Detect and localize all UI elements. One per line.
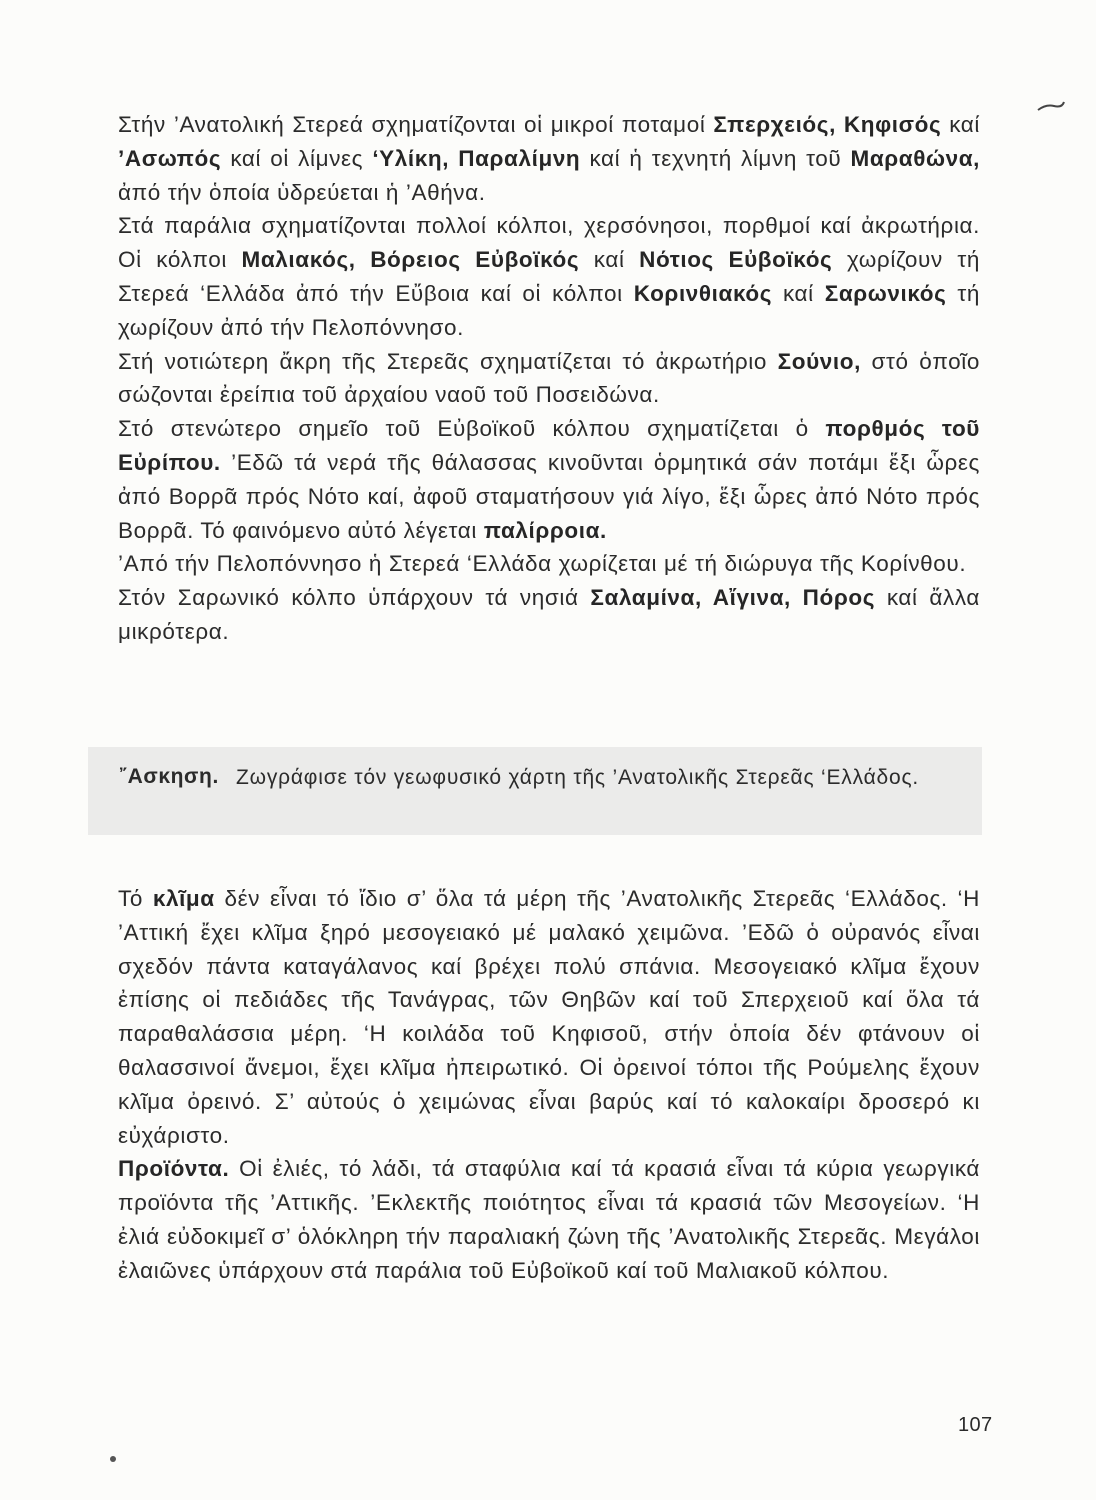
bold-term: ‘Υλίκη, Παραλίμνη	[372, 145, 581, 171]
bold-term: ’Ασωπός	[118, 145, 222, 171]
bold-term: Προϊόντα.	[118, 1156, 230, 1182]
text-run: ἀπό τήν ὁποία ὑδρεύεται ἡ ’Αθήνα.	[118, 179, 486, 205]
paragraph	[118, 547, 980, 581]
text-run: Στή νοτιώτερη ἄκρη τῆς Στερεᾶς σχηματίζεται τό ἀκρωτήριο	[118, 348, 778, 374]
paragraph	[118, 108, 980, 209]
text-run: καί ἡ τεχνητή λίμνη τοῦ	[580, 145, 851, 171]
paragraph	[118, 882, 980, 1152]
paragraph	[118, 209, 980, 344]
text-run: χωρίζουν τή Στερεά ‘Ελλάδα ἀπό τήν Εὔβοια καί οἱ κόλποι	[118, 247, 980, 306]
exercise-text: Ζωγράφισε τόν γεωφυσικό χάρτη τῆς ’Ανατολικῆς Στερεᾶς ‘Ελλάδος.	[236, 766, 920, 789]
text-run: Στό στενώτερο σημεῖο τοῦ Εὐβοϊκοῦ κόλπου σχηματίζεται ὁ	[118, 416, 826, 442]
exercise-box	[88, 747, 982, 835]
text-run: Στήν ’Ανατολική Στερεά σχηματίζονται οἱ μικροί ποταμοί	[118, 112, 714, 137]
paragraph	[118, 412, 980, 547]
text-run: ’Από τήν Πελοπόννησο ἡ Στερεά ‘Ελλάδα χωρίζεται μέ τή διώρυγα τῆς Κορίνθου.	[118, 551, 967, 577]
exercise-label: ῎Ασκηση.	[120, 765, 219, 788]
ink-smudge-mark	[1036, 100, 1066, 114]
text-run: δέν εἶναι τό ἴδιο σ’ ὅλα τά μέρη τῆς ’Ανατολικῆς Στερεᾶς ‘Ελλάδος. ‘Η ’Αττική ἔχει κλῖμα ξηρό μεσογειακό μέ μαλακό χειμῶνα. ’Εδῶ ὁ οὐρανός εἶναι σχεδόν πάντα καταγάλανος καί βρέχει πολύ σπάνια. Μεσογειακό κλῖμα ἔχουν ἐπίσης οἱ πεδιάδες τῆς Τανάγρας, τῶν Θηβῶν καί τοῦ Σπερχειοῦ καί ὅλα τά παραθαλάσσια μέρη. ‘Η κοιλάδα τοῦ Κηφισοῦ, στήν ὁποία δέν φτάνουν οἱ θαλασσινοί ἄνεμοι, ἔχει κλῖμα ἠπειρωτικό. Οἱ ὀρεινοί τόποι τῆς Ρούμελης ἔχουν κλῖμα ὀρεινό. Σ’ αὐτούς ὁ χειμώνας εἶναι βαρύς καί τό καλοκαίρι δροσερό κι εὐχάριστο.	[118, 886, 980, 1148]
text-run: στό ὁποῖο σώζονται ἐρείπια τοῦ ἀρχαίου ναοῦ τοῦ Ποσειδώνα.	[118, 348, 980, 408]
paragraph	[118, 1152, 980, 1287]
text-run: ’Εδῶ τά νερά τῆς θάλασσας κινοῦνται ὁρμητικά σάν ποτάμι ἕξι ὧρες ἀπό Βορρᾶ πρός Νότο καί, ἀφοῦ σταματήσουν γιά λίγο, ἕξι ὧρες ἀπό Νότο πρός Βορρᾶ. Τό φαινόμενο αὐτό λέγεται	[118, 449, 980, 543]
paragraph	[118, 345, 980, 413]
text-section-top	[118, 108, 980, 649]
text-run: καί	[941, 112, 981, 137]
text-run: Τό	[118, 886, 153, 911]
bold-term: Μαραθώνα,	[850, 145, 981, 171]
text-run: καί οἱ λίμνες	[221, 145, 373, 171]
bold-term: παλίρροια.	[483, 517, 607, 543]
text-run: Στόν Σαρωνικό κόλπο ὑπάρχουν τά νησιά	[118, 585, 591, 611]
bold-term: Σαλαμίνα, Αἴγινα, Πόρος	[590, 585, 876, 611]
paragraph	[118, 581, 980, 649]
bold-term: Σαρωνικός	[824, 280, 947, 306]
text-run: Οἱ ἐλιές, τό λάδι, τά σταφύλια καί τά κρασιά εἶναι τά κύρια γεωργικά προϊόντα τῆς ’Αττικῆς. ’Εκλεκτῆς ποιότητος εἶναι τά κρασιά τῶν Μεσογείων. ‘Η ἐλιά εὐδοκιμεῖ σ’ ὁλόκληρη τήν παραλιακή ζώνη τῆς ’Ανατολικῆς Στερεᾶς. Μεγάλοι ἐλαιῶνες ὑπάρχουν στά παράλια τοῦ Εὐβοϊκοῦ καί τοῦ Μαλιακοῦ κόλπου.	[118, 1156, 980, 1283]
text-run: καί	[772, 280, 825, 306]
text-run: Στά παράλια σχηματίζονται πολλοί κόλποι, χερσόνησοι, πορθμοί καί ἀκρωτήρια. Οἱ κόλποι	[118, 213, 980, 273]
bold-term: Σούνιο,	[777, 348, 861, 374]
text-run: καί	[579, 247, 640, 273]
bold-term: Κορινθιακός	[633, 280, 772, 306]
bold-term: Νότιος Εὐβοϊκός	[639, 247, 833, 273]
bold-term: Μαλιακός, Βόρειος Εὐβοϊκός	[241, 247, 580, 273]
page-number: 107	[958, 1414, 993, 1436]
text-run: τή χωρίζουν ἀπό τήν Πελοπόννησο.	[118, 280, 981, 340]
bold-term: κλῖμα	[152, 886, 215, 911]
text-section-bottom	[118, 882, 980, 1288]
bold-term: πορθμός τοῦ Εὐρίπου.	[118, 416, 980, 475]
text-run: καί ἄλλα μικρότερα.	[118, 585, 981, 644]
bold-term: Σπερχειός, Κηφισός	[713, 112, 942, 137]
ink-dot-mark	[110, 1456, 116, 1462]
